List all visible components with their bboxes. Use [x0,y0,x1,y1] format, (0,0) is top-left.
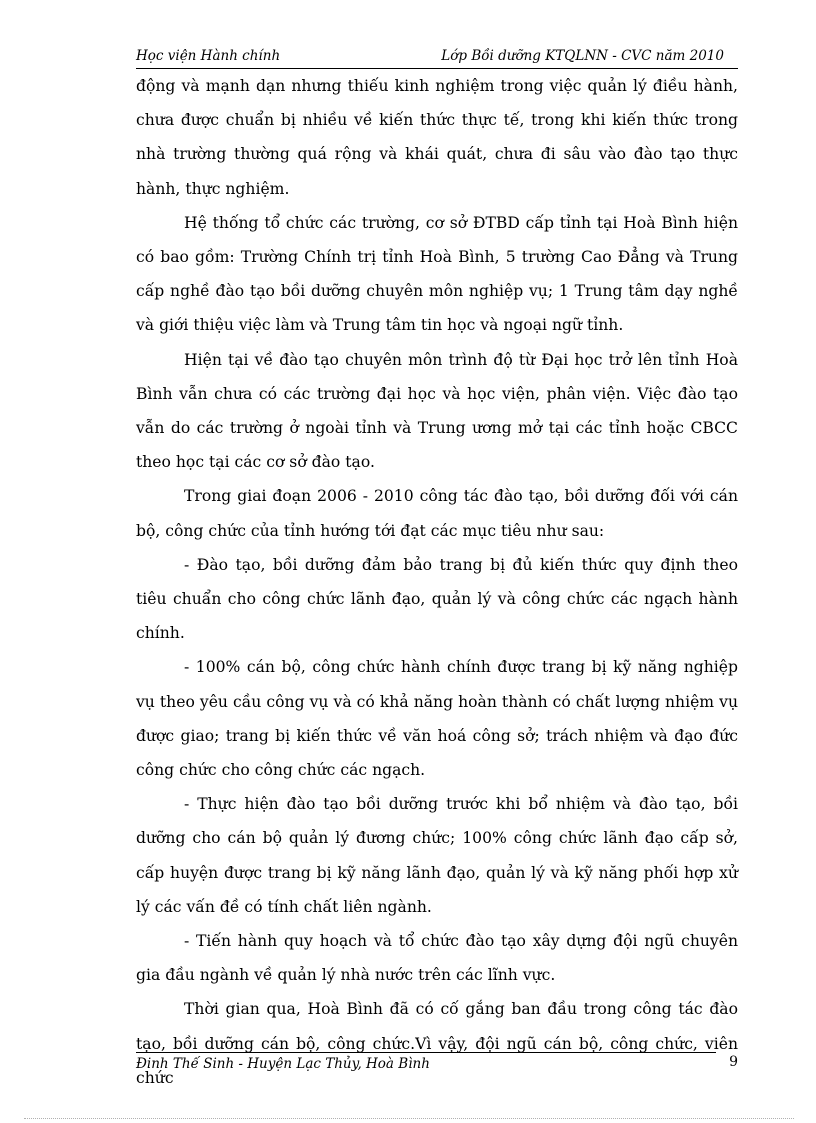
page-header [136,48,738,69]
page-footer [136,1056,738,1076]
footer-divider [136,1052,716,1053]
page-number: 9 [729,1054,738,1070]
header-course-title: Lớp Bồi dưỡng KTQLNN - CVC năm 2010 [441,48,724,64]
paragraph: Thời gian qua, Hoà Bình đã có cố gắng ban đầu trong công tác đào tạo, bồi dưỡng cán bộ, công chức.Vì vậy, đội ngũ cán bộ, công chức, viên chức [136,1000,738,1087]
paragraph: Hệ thống tổ chức các trường, cơ sở ĐTBD cấp tỉnh tại Hoà Bình hiện có bao gồm: Trường Chính trị tỉnh Hoà Bình, 5 trường Cao Đẳng và Trung cấp nghề đào tạo bồi dưỡng chuyên môn nghiệp vụ; 1 Trung tâm dạy nghề và giới thiệu việc làm và Trung tâm tin học và ngoại ngữ tỉnh. [136,213,738,335]
footer-author: Đinh Thế Sinh - Huyện Lạc Thủy, Hoà Bình [136,1056,430,1072]
header-institution: Học viện Hành chính [136,48,281,64]
page-edge-divider [24,1118,794,1119]
bullet-paragraph: - Thực hiện đào tạo bồi dưỡng trước khi bổ nhiệm và đào tạo, bồi dưỡng cho cán bộ quản lý đương chức; 100% công chức lãnh đạo cấp sở, cấp huyện được trang bị kỹ năng lãnh đạo, quản lý và kỹ năng phối hợp xử lý các vấn đề có tính chất liên ngành. [136,795,738,916]
paragraph: Trong giai đoạn 2006 - 2010 công tác đào tạo, bồi dưỡng đối với cán bộ, công chức của tỉnh hướng tới đạt các mục tiêu như sau: [136,487,738,540]
document-body [136,69,738,1095]
paragraph-continuation: động và mạnh dạn nhưng thiếu kinh nghiệm trong việc quản lý điều hành, chưa được chuẩn bị nhiều về kiến thức thực tế, trong khi kiến thức trong nhà trường thường quá rộng và khái quát, chưa đi sâu vào đào tạo thực hành, thực nghiệm. [136,77,738,198]
bullet-paragraph: - 100% cán bộ, công chức hành chính được trang bị kỹ năng nghiệp vụ theo yêu cầu công vụ và có khả năng hoàn thành có chất lượng nhiệm vụ được giao; trang bị kiến thức về văn hoá công sở; trách nhiệm và đạo đức công chức cho công chức các ngạch. [136,658,738,780]
bullet-paragraph: - Tiến hành quy hoạch và tổ chức đào tạo xây dựng đội ngũ chuyên gia đầu ngành về quản lý nhà nước trên các lĩnh vực. [136,932,738,985]
paragraph: Hiện tại về đào tạo chuyên môn trình độ từ Đại học trở lên tỉnh Hoà Bình vẫn chưa có các trường đại học và học viện, phân viện. Việc đào tạo vẫn do các trường ở ngoài tỉnh và Trung ương mở tại các tỉnh hoặc CBCC theo học tại các cơ sở đào tạo. [136,350,738,472]
bullet-paragraph: - Đào tạo, bồi dưỡng đảm bảo trang bị đủ kiến thức quy định theo tiêu chuẩn cho công chức lãnh đạo, quản lý và công chức các ngạch hành chính. [136,555,738,643]
